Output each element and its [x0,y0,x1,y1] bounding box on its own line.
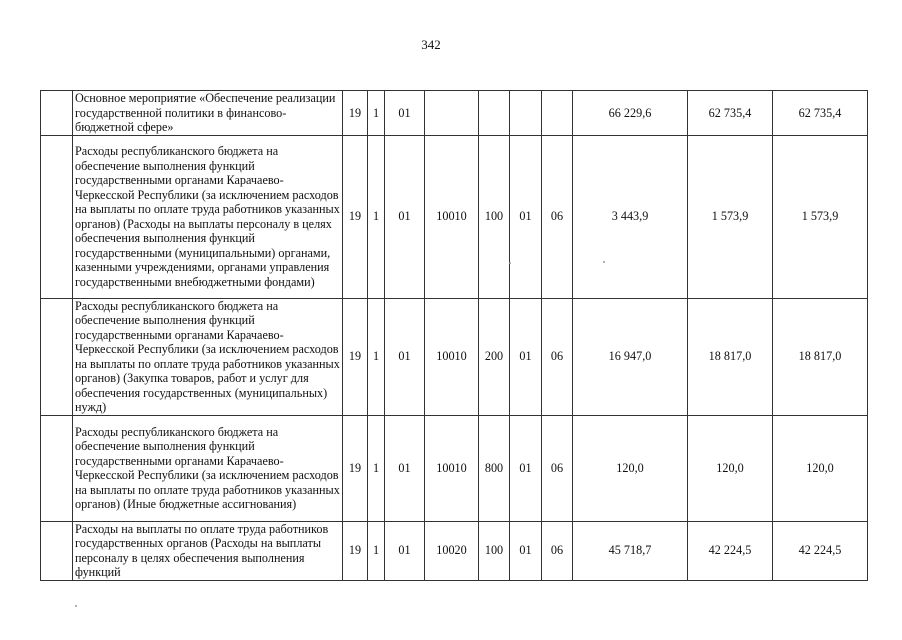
code-cell: 1 [368,91,385,136]
code-cell: 19 [343,415,368,521]
code-cell: 01 [385,135,425,298]
blank-cell [41,298,73,415]
code-cell [542,91,573,136]
code-cell: 19 [343,91,368,136]
code-cell: 19 [343,521,368,580]
code-cell: 06 [542,521,573,580]
budget-table [40,90,868,581]
code-cell: 1 [368,135,385,298]
scan-speck [509,262,511,264]
row-name: Расходы республиканского бюджета на обеспечение выполнения функций государственными органами Карачаево-Черкесской Республики (за исключением расходов на выплаты по оплате труда работников указанных органов) (Расходы на выплаты персоналу в целях обеспечения выполнения функций государственными (муниципальными) органами, казенными учреждениями, органами управления государственными внебюджетными фондами) [73,135,343,298]
amount-cell: 3 443,9 [573,135,688,298]
amount-cell: 18 817,0 [688,298,773,415]
code-cell: 06 [542,298,573,415]
amount-cell: 18 817,0 [773,298,868,415]
code-cell: 01 [385,521,425,580]
blank-cell [41,135,73,298]
page-number: 342 [421,37,441,52]
amount-cell: 120,0 [773,415,868,521]
code-cell: 01 [385,415,425,521]
code-cell: 1 [368,521,385,580]
amount-cell: 16 947,0 [573,298,688,415]
table-row [41,298,868,415]
code-cell: 100 [479,135,510,298]
code-cell: 800 [479,415,510,521]
code-cell [510,91,542,136]
code-cell: 100 [479,521,510,580]
table-row [41,135,868,298]
amount-cell: 120,0 [573,415,688,521]
row-name: Расходы республиканского бюджета на обеспечение выполнения функций государственными органами Карачаево-Черкесской Республики (за исключением расходов на выплаты по оплате труда работников указанных органов) (Закупка товаров, работ и услуг для обеспечения государственных (муниципальных) нужд) [73,298,343,415]
amount-cell: 66 229,6 [573,91,688,136]
row-name: Расходы на выплаты по оплате труда работников государственных органов (Расходы на выплаты персоналу в целях обеспечения выполнения функций [73,521,343,580]
code-cell: 01 [385,91,425,136]
amount-cell: 42 224,5 [773,521,868,580]
code-cell: 10010 [425,298,479,415]
row-name: Основное мероприятие «Обеспечение реализации государственной политики в финансово-бюджетной сфере» [73,91,343,136]
table-row [41,91,868,136]
code-cell: 01 [510,415,542,521]
table-row [41,415,868,521]
code-cell: 06 [542,135,573,298]
blank-cell [41,415,73,521]
code-cell: 01 [385,298,425,415]
code-cell: 1 [368,298,385,415]
code-cell: 10010 [425,415,479,521]
code-cell: 01 [510,298,542,415]
code-cell: 19 [343,298,368,415]
code-cell: 06 [542,415,573,521]
code-cell: 19 [343,135,368,298]
amount-cell: 42 224,5 [688,521,773,580]
code-cell [425,91,479,136]
amount-cell: 62 735,4 [688,91,773,136]
code-cell: 200 [479,298,510,415]
code-cell [479,91,510,136]
scan-speck [75,605,77,607]
blank-cell [41,521,73,580]
row-name: Расходы республиканского бюджета на обеспечение выполнения функций государственными органами Карачаево-Черкесской Республики (за исключением расходов на выплаты по оплате труда работников указанных органов) (Иные бюджетные ассигнования) [73,415,343,521]
scan-speck [603,261,605,263]
table-row [41,521,868,580]
amount-cell: 120,0 [688,415,773,521]
code-cell: 10020 [425,521,479,580]
amount-cell: 1 573,9 [773,135,868,298]
code-cell: 01 [510,521,542,580]
blank-cell [41,91,73,136]
amount-cell: 1 573,9 [688,135,773,298]
code-cell: 01 [510,135,542,298]
amount-cell: 62 735,4 [773,91,868,136]
code-cell: 10010 [425,135,479,298]
amount-cell: 45 718,7 [573,521,688,580]
code-cell: 1 [368,415,385,521]
